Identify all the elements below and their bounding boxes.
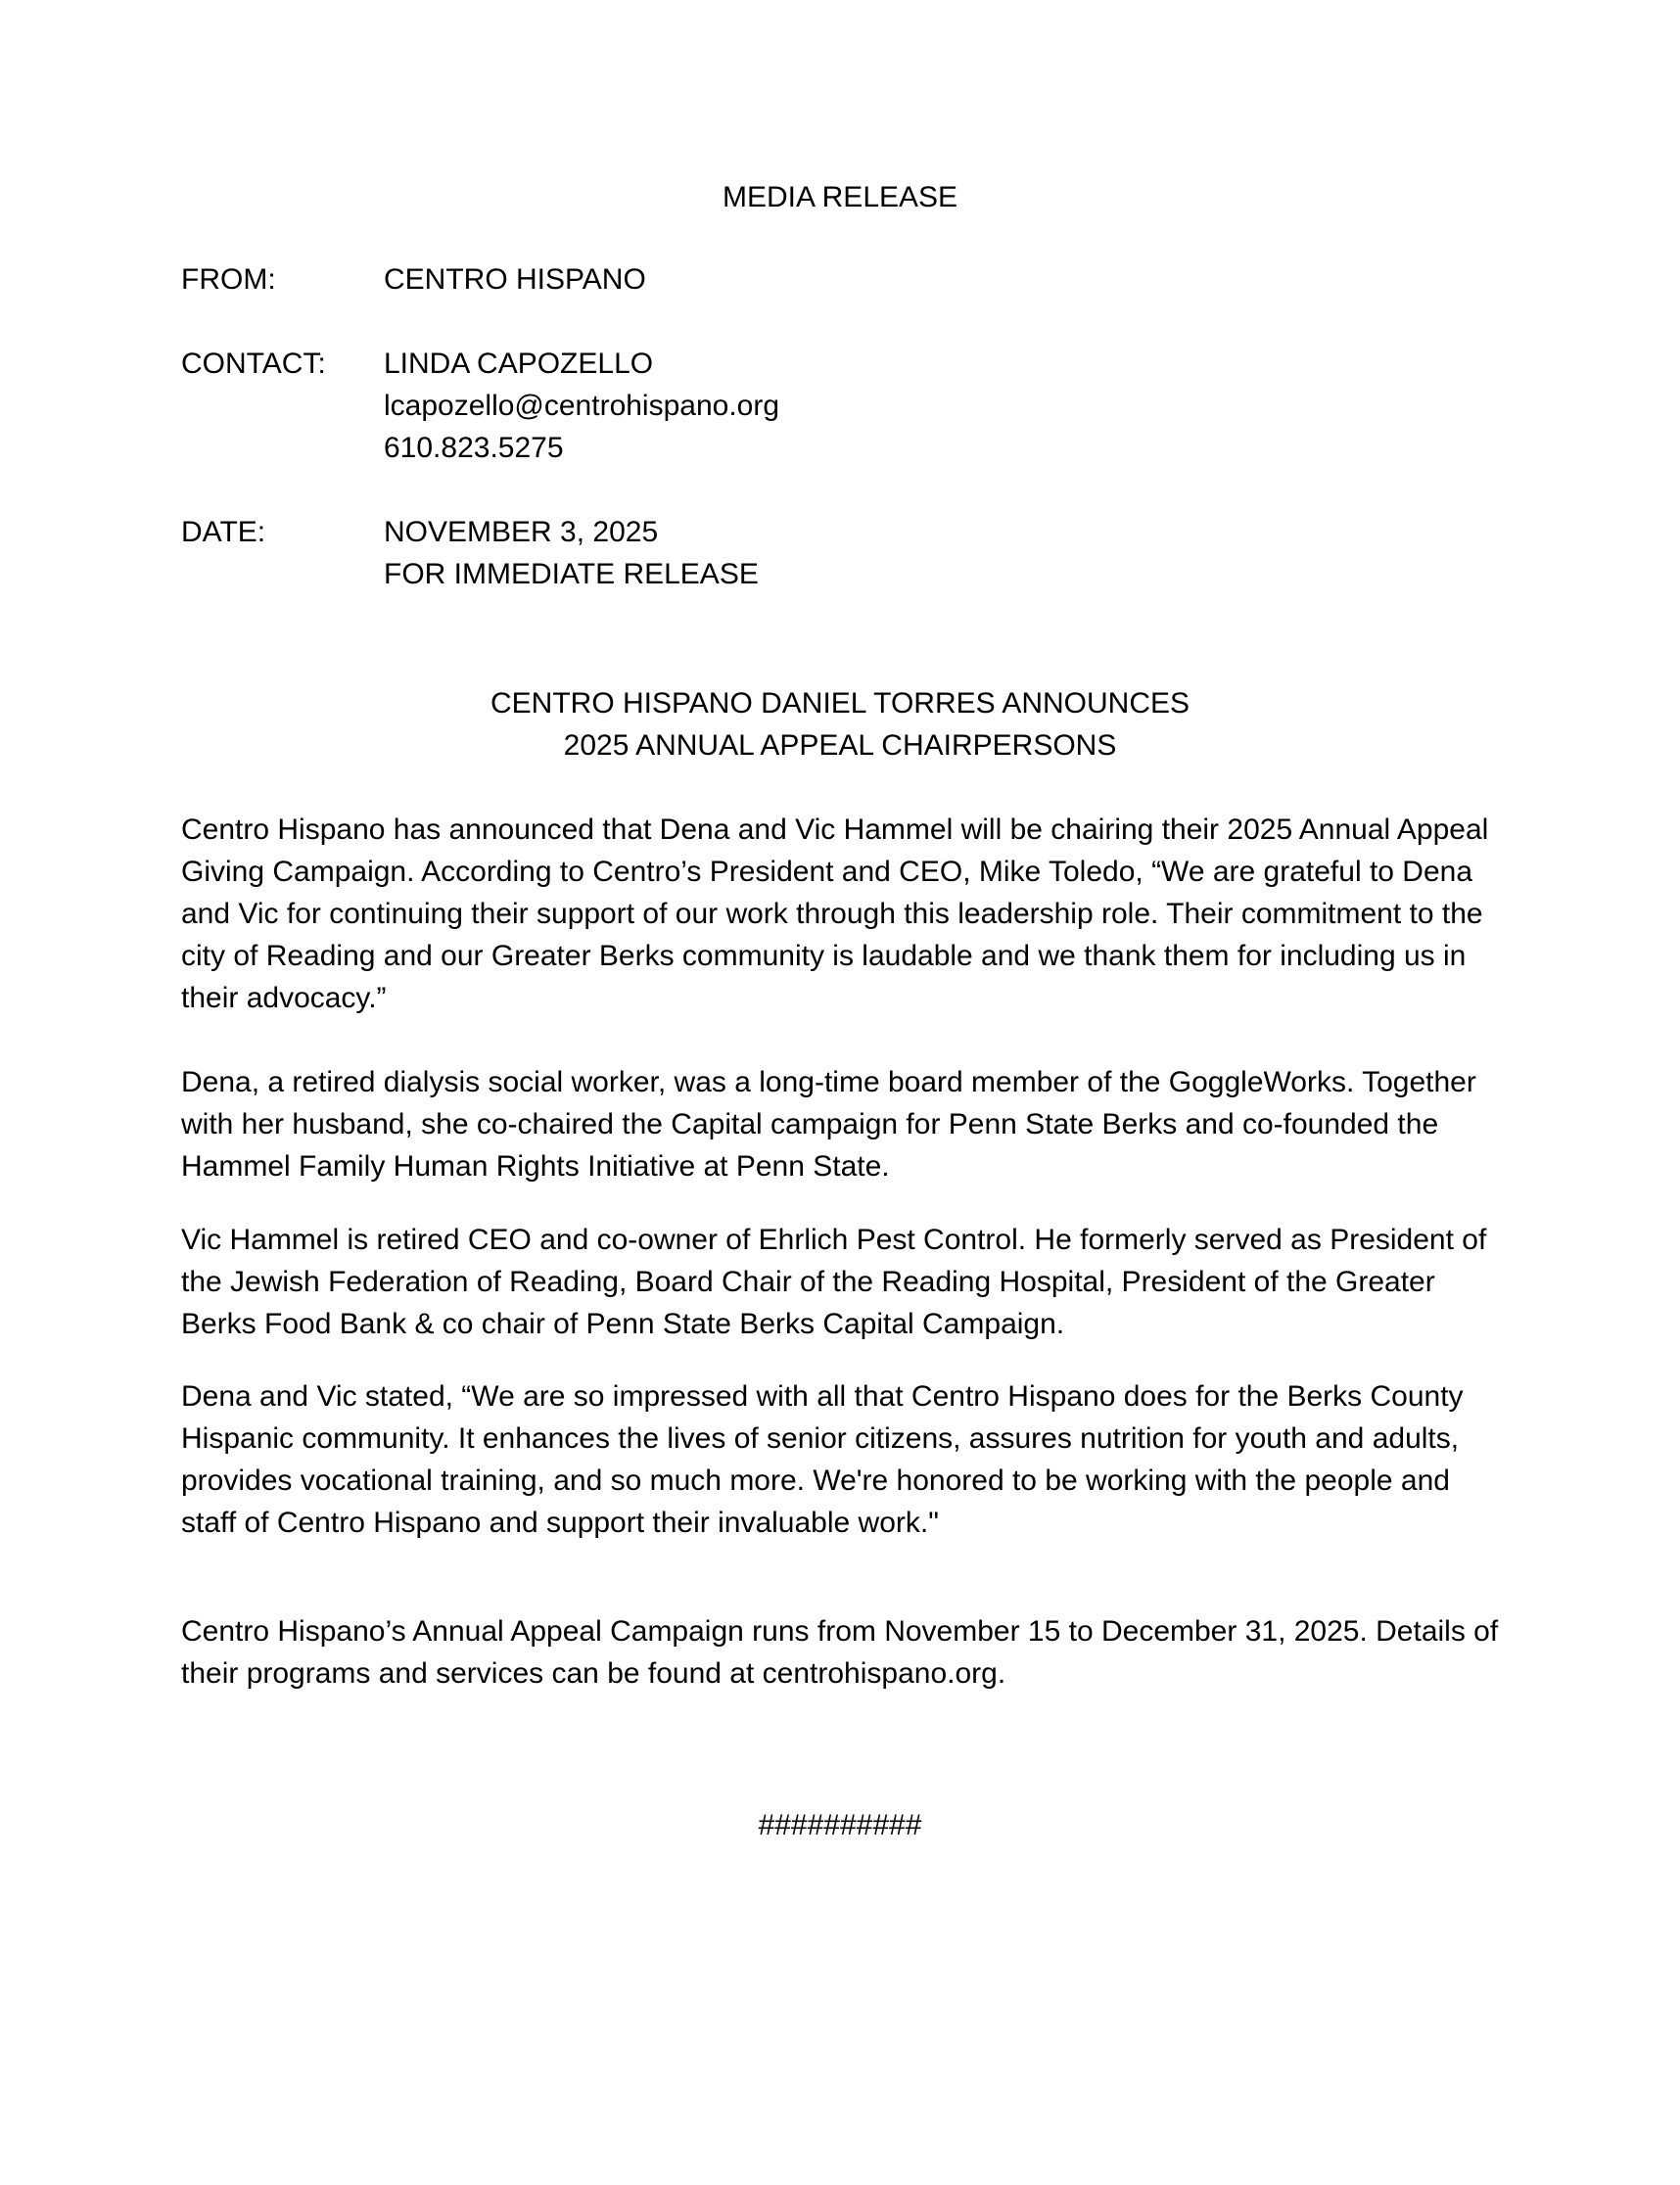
date-label: DATE: xyxy=(181,516,266,548)
contact-label: CONTACT: xyxy=(181,348,326,380)
contact-phone: 610.823.5275 xyxy=(384,432,564,464)
date-details xyxy=(384,511,759,595)
end-mark: ########## xyxy=(758,1809,922,1841)
release-note: FOR IMMEDIATE RELEASE xyxy=(384,558,759,590)
headline-line-2: 2025 ANNUAL APPEAL CHAIRPERSONS xyxy=(563,729,1117,762)
contact-name: LINDA CAPOZELLO xyxy=(384,348,654,380)
headline-line-1: CENTRO HISPANO DANIEL TORRES ANNOUNCES xyxy=(490,687,1190,720)
body-paragraph-4: Dena and Vic stated, “We are so impressed with all that Centro Hispano does for the Berks County Hispanic community. It enhances the lives of senior citizens, assures nutrition for youth and adults, provides vocational training, and so much more. We're honored to be working with the people and staff of Centro Hispano and support their invaluable work." xyxy=(181,1380,1464,1539)
body-paragraph-2: Dena, a retired dialysis social worker, was a long-time board member of the GoggleWorks. Together with her husband, she co-chaired the Capital campaign for Penn State Berks and co-founded the Hammel Family Human Rights Initiative at Penn State. xyxy=(181,1066,1476,1183)
body-paragraph-3: Vic Hammel is retired CEO and co-owner of Ehrlich Pest Control. He formerly served as President of the Jewish Federation of Reading, Board Chair of the Reading Hospital, President of the Greater Berks Food Bank & co chair of Penn State Berks Capital Campaign. xyxy=(181,1224,1487,1340)
date-value: NOVEMBER 3, 2025 xyxy=(384,516,659,548)
body-paragraph-5: Centro Hispano’s Annual Appeal Campaign runs from November 15 to December 31, 2025. Details of their programs and services can be found at centrohispano.org. xyxy=(181,1615,1499,1690)
contact-details xyxy=(384,343,779,469)
headline xyxy=(0,682,1680,767)
from-value xyxy=(384,258,646,301)
contact-email: lcapozello@centrohispano.org xyxy=(384,390,780,422)
document-title: MEDIA RELEASE xyxy=(722,181,958,213)
body-paragraph-1: Centro Hispano has announced that Dena and Vic Hammel will be chairing their 2025 Annual Appeal Giving Campaign. According to Centro’s President and CEO, Mike Toledo, “We are grateful to Dena and Vic for continuing their support of our work through this leadership role. Their commitment to the city of Reading and our Greater Berks community is laudable and we thank them for including us in their advocacy.” xyxy=(181,814,1489,1014)
from-organization: CENTRO HISPANO xyxy=(384,263,646,296)
from-label: FROM: xyxy=(181,263,276,296)
